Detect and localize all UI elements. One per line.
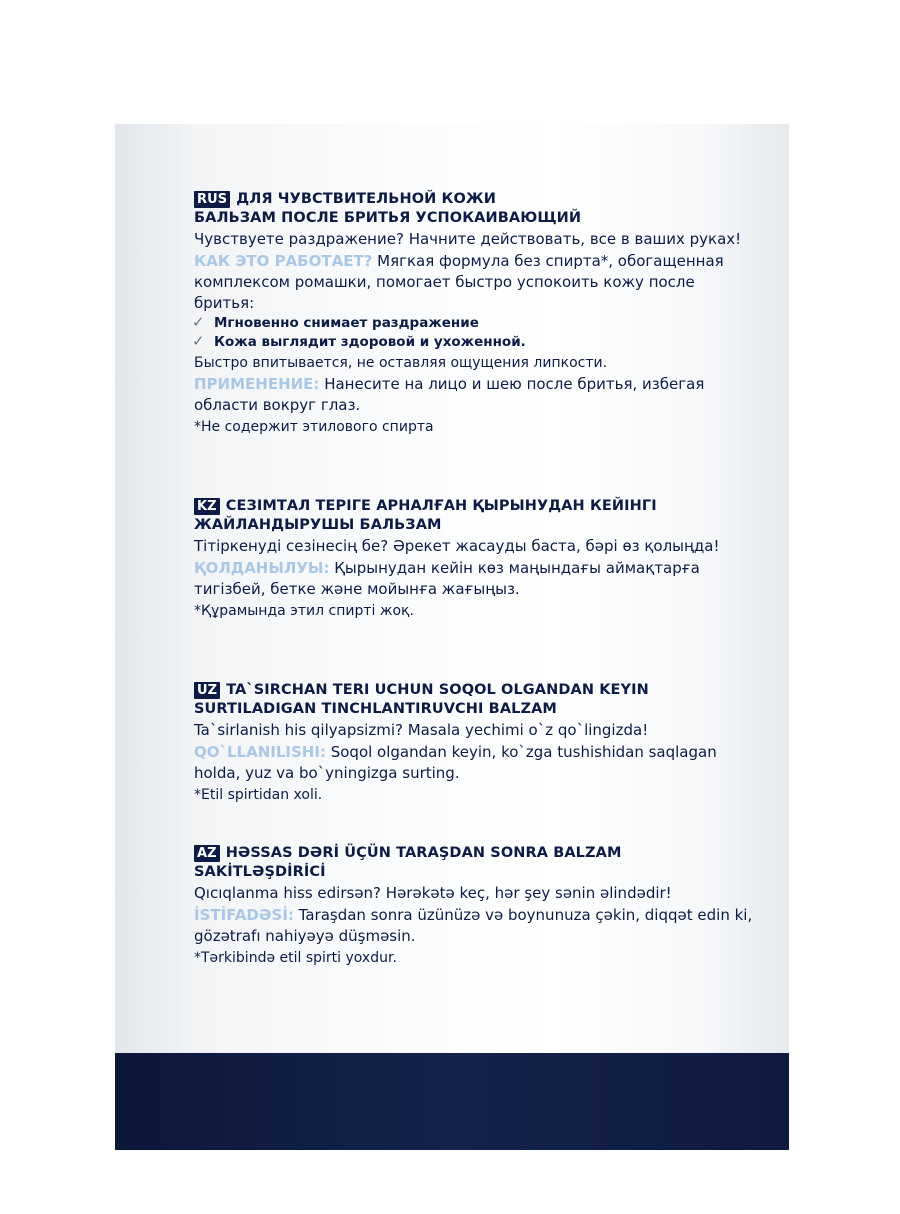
uz-use-text: Soqol olgandan keyin, ko`zga tushishidan saqlagan holda, yuz va bo`yningizga surting. (194, 743, 717, 782)
uz-use-paragraph (194, 742, 754, 784)
rus-check-2-text: Кожа выглядит здоровой и ухоженной. (214, 334, 526, 350)
kz-note: *Құрамында этил спирті жоқ. (194, 603, 414, 619)
checkmark-icon: ✓ (192, 332, 205, 350)
kz-intro: Тітіркенуді сезінесің бе? Әрекет жасауды баста, бәрі өз қолыңда! (194, 537, 720, 555)
rus-use-paragraph (194, 374, 754, 416)
az-note: *Tərkibində etil spirti yoxdur. (194, 950, 397, 966)
uz-language-tag: UZ (194, 682, 220, 699)
section-uz (194, 681, 754, 805)
az-use-text: Taraşdan sonra üzünüzə və boynunuza çəkin, diqqət edin ki, gözətrafı nahiyəyə düşməsin. (194, 906, 753, 945)
section-rus (194, 190, 754, 437)
az-language-tag: AZ (194, 845, 220, 862)
rus-use-text: Нанесите на лицо и шею после бритья, избегая области вокруг глаз. (194, 375, 705, 414)
az-title-line1: HƏSSAS DƏRİ ÜÇÜN TARAŞDAN SONRA BALZAM (225, 845, 622, 861)
rus-check-item-2 (194, 333, 754, 352)
uz-note: *Etil spirtidan xoli. (194, 787, 323, 803)
rus-how-paragraph (194, 251, 754, 314)
az-title (194, 844, 754, 882)
rus-check-1-text: Мгновенно снимает раздражение (214, 315, 479, 331)
rus-note: *Не содержит этилового спирта (194, 419, 434, 435)
product-box (115, 124, 789, 1150)
rus-how-text: Мягкая формула без спирта*, обогащенная комплексом ромашки, помогает быстро успокоить кожу после бритья: (194, 252, 724, 312)
section-az (194, 844, 754, 968)
uz-intro: Ta`sirlanish his qilyapsizmi? Masala yechimi o`z qo`lingizda! (194, 721, 649, 739)
section-kz (194, 497, 754, 621)
rus-title-line1: ДЛЯ ЧУВСТВИТЕЛЬНОЙ КОЖИ (236, 191, 496, 207)
kz-title-line2: ЖАЙЛАНДЫРУШЫ БАЛЬЗАМ (194, 517, 442, 533)
uz-title-line1: TA`SIRCHAN TERI UCHUN SOQOL OLGANDAN KEYIN (226, 682, 649, 698)
rus-how-label: КАК ЭТО РАБОТАЕТ? (194, 252, 373, 270)
az-use-paragraph (194, 905, 754, 947)
uz-use-label: QO`LLANILISHI: (194, 743, 326, 761)
az-use-label: İSTİFADƏSİ: (194, 906, 294, 924)
az-intro: Qıcıqlanma hiss edirsən? Hərəkətə keç, hər şey sənin əlindədir! (194, 884, 672, 902)
kz-language-tag: KZ (194, 498, 220, 515)
rus-language-tag: RUS (194, 191, 230, 208)
az-title-line2: SAKİTLƏŞDİRİCİ (194, 864, 326, 880)
kz-title (194, 497, 754, 535)
kz-title-line1: СЕЗІМТАЛ ТЕРІГЕ АРНАЛҒАН ҚЫРЫНУДАН КЕЙІНГІ (225, 498, 657, 514)
kz-use-label: ҚОЛДАНЫЛУЫ: (194, 559, 330, 577)
rus-title (194, 190, 754, 228)
kz-use-text: Қырынудан кейін көз маңындағы аймақтарға тигізбей, бетке және мойынға жағыңыз. (194, 559, 700, 598)
rus-title-line2: БАЛЬЗАМ ПОСЛЕ БРИТЬЯ УСПОКАИВАЮЩИЙ (194, 210, 582, 226)
uz-title-line2: SURTILADIGAN TINCHLANTIRUVCHI BALZAM (194, 701, 557, 717)
checkmark-icon: ✓ (192, 313, 205, 331)
rus-intro: Чувствуете раздражение? Начните действовать, все в ваших руках! (194, 230, 742, 248)
rus-check-item-1 (194, 314, 754, 333)
kz-use-paragraph (194, 558, 754, 600)
bottom-navy-band (115, 1053, 789, 1150)
rus-absorb-text: Быстро впитывается, не оставляя ощущения липкости. (194, 355, 608, 371)
uz-title (194, 681, 754, 719)
rus-use-label: ПРИМЕНЕНИЕ: (194, 375, 320, 393)
